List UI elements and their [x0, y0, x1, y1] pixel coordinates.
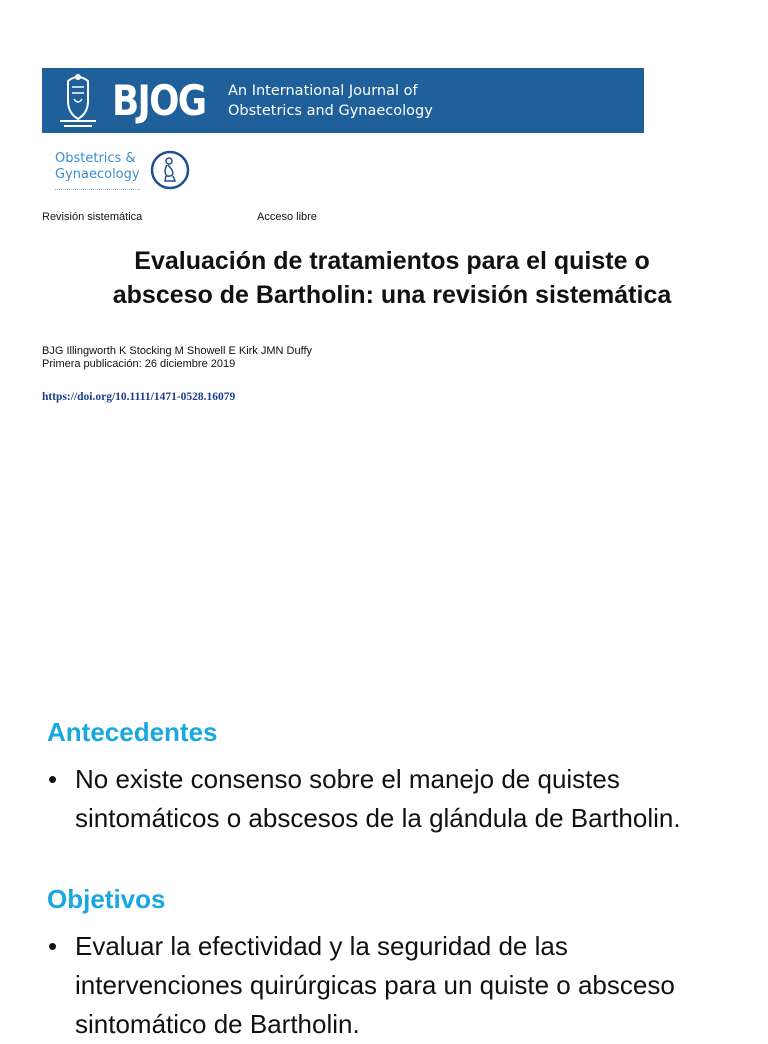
background-heading: Antecedentes	[47, 717, 218, 747]
journal-name-line1: An International Journal of	[228, 82, 418, 99]
article-byline	[42, 345, 312, 371]
objectives-bullet	[48, 927, 738, 1044]
journal-full-name	[228, 81, 433, 121]
article-type: Revisión sistemática	[42, 211, 143, 223]
og-logo	[55, 150, 190, 190]
journal-abbrev: BJOG	[112, 76, 206, 125]
publication-date: Primera publicación: 26 diciembre 2019	[42, 358, 236, 370]
doi-link[interactable]: https://doi.org/10.1111/1471-0528.16079	[42, 391, 236, 403]
og-logo-line1: Obstetrics &	[55, 150, 136, 166]
og-logo-text	[55, 151, 140, 190]
access-label: Acceso libre	[257, 211, 317, 223]
journal-banner	[42, 68, 644, 133]
article-title	[40, 244, 744, 312]
article-title-line2: absceso de Bartholin: una revisión sistemática	[112, 281, 672, 309]
authors: BJG Illingworth K Stocking M Showell E Kirk JMN Duffy	[42, 345, 312, 357]
journal-crest-icon	[54, 71, 102, 131]
background-text: No existe consenso sobre el manejo de quistes sintomáticos o abscesos de la glándula de Bartholin.	[75, 764, 681, 833]
objectives-heading: Objetivos	[47, 884, 166, 914]
article-title-line1: Evaluación de tratamientos para el quiste o	[134, 247, 650, 275]
bullet-dot: •	[48, 764, 58, 794]
journal-name-line2: Obstetrics and Gynaecology	[228, 102, 433, 119]
bullet-dot: •	[48, 931, 58, 961]
og-logo-line2: Gynaecology	[55, 166, 140, 182]
background-bullet	[48, 760, 738, 838]
pregnant-figure-icon	[150, 150, 190, 190]
objectives-text: Evaluar la efectividad y la seguridad de las intervenciones quirúrgicas para un quiste o absceso sintomático de Bartholin.	[75, 931, 675, 1039]
